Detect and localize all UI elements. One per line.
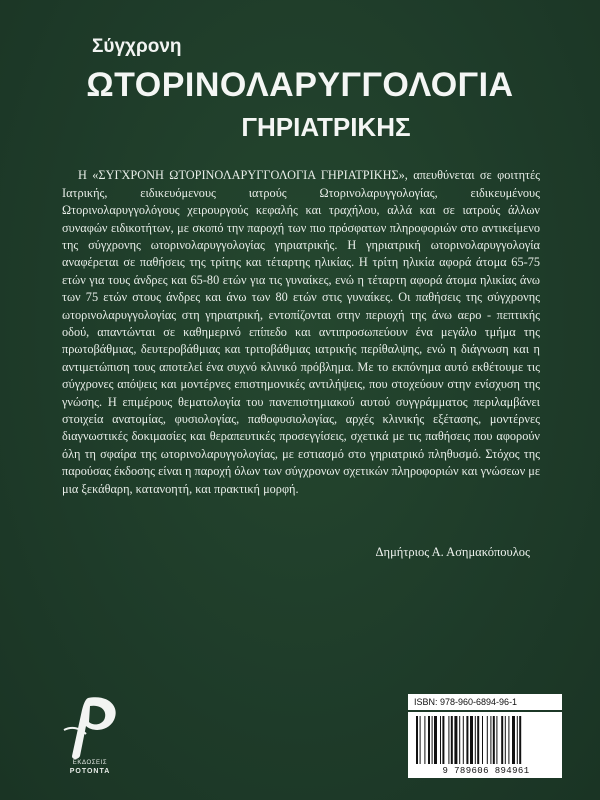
- book-subtitle: ΓΗΡΙΑΤΡΙΚΗΣ: [241, 112, 411, 142]
- publisher-logo: [58, 690, 130, 780]
- isbn-label: ISBN: 978-960-6894-96-1: [408, 694, 562, 710]
- blurb-paragraph: Η «ΣΥΓΧΡΟΝΗ ΩΤΟΡΙΝΟΛΑΡΥΓΓΟΛΟΓΙΑ ΓΗΡΙΑΤΡΙΚΗΣ», απευθύνεται σε φοιτητές Ιατρικής, ειδικευόμενους ιατρούς Ωτορινολαρυγγολογίας, ειδικευμένους Ωτορινολαρυγγολόγους χειρουργούς κεφαλής και τραχήλου, αλλά και σε ιατρούς άλλων συναφών ειδικοτήτων, με σκοπό την παροχή των πιο πρόσφατων πληροφοριών στο αντικείμενο της σύγχρονης ωτορινολαρυγγολογίας γηριατρικής. Η γηριατρική ωτορινολαρυγγολογία αναφέρεται σε παθήσεις της τρίτης και τέταρτης ηλικίας. Η τρίτη ηλικία αφορά άτομα 65-75 ετών για τους άνδρες και 65-80 ετών για τις γυναίκες, ενώ η τέταρτη αφορά άτομα ηλικίας άνω των 75 ετών στους άνδρες και άνω των 80 ετών στις γυναίκες. Οι παθήσεις της σύγχρονης ωτορινολαρυγγολογίας στη γηριατρική, εντοπίζονται στην περιοχή της άνω αερο - πεπτικής οδού, απαντώνται σε καθημερινό επίπεδο και αντιπροσωπεύουν ένα μεγάλο τμήμα της πρωτοβάθμιας, δευτεροβάθμιας και τριτοβάθμιας ιατρικής περίθαλψης, ενώ η διάγνωση και η αντιμετώπιση τους αποτελεί ένα συχνό κλινικό πρόβλημα. Με το εκπόνημα αυτό εκθέτουμε τις σύγχρονες απόψεις και μοντέρνες επιστημονικές αντιλήψεις, που στοχεύουν στην ενίσχυση της γνώσης. Η επιμέρους θεματολογία του πανεπιστημιακού αυτού συγγράμματος περιλαμβάνει στοιχεία ανατομίας, φυσιολογίας, παθοφυσιολογίας, αρχές κλινικής εξέτασης, μοντέρνες διαγνωστικές δοκιμασίες και θεραπευτικές προσεγγίσεις, σχετικά με τις παθήσεις που αφορούν όλη τη σφαίρα της ωτορινολαρυγγολογίας, με εστιασμό στο γηριατρικό πληθυσμό. Στόχος της παρούσας έκδοσης είναι η παροχή όλων των σύγχρονων σχετικών πληροφοριών και γνώσεων με μια ξεκάθαρη, κατανοητή, και πρακτική μορφή.: [62, 168, 540, 496]
- book-title: ΩΤΟΡΙΝΟΛΑΡΥΓΓΟΛΟΓΙΑ: [86, 66, 514, 104]
- publisher-name: ΡΟΤΟΝΤΑ: [69, 768, 111, 775]
- barcode-digits: 9 789606 894961: [442, 766, 530, 776]
- publisher-label: ΕΚΔΟΣΕΙΣ: [72, 760, 108, 766]
- title-prefix: Σύγχρονη: [92, 36, 182, 57]
- barcode-bars: [416, 716, 554, 764]
- author-name: Δημήτριος Α. Ασημακόπουλος: [375, 545, 530, 559]
- barcode: [408, 712, 562, 778]
- publisher-rho-icon: [58, 690, 130, 762]
